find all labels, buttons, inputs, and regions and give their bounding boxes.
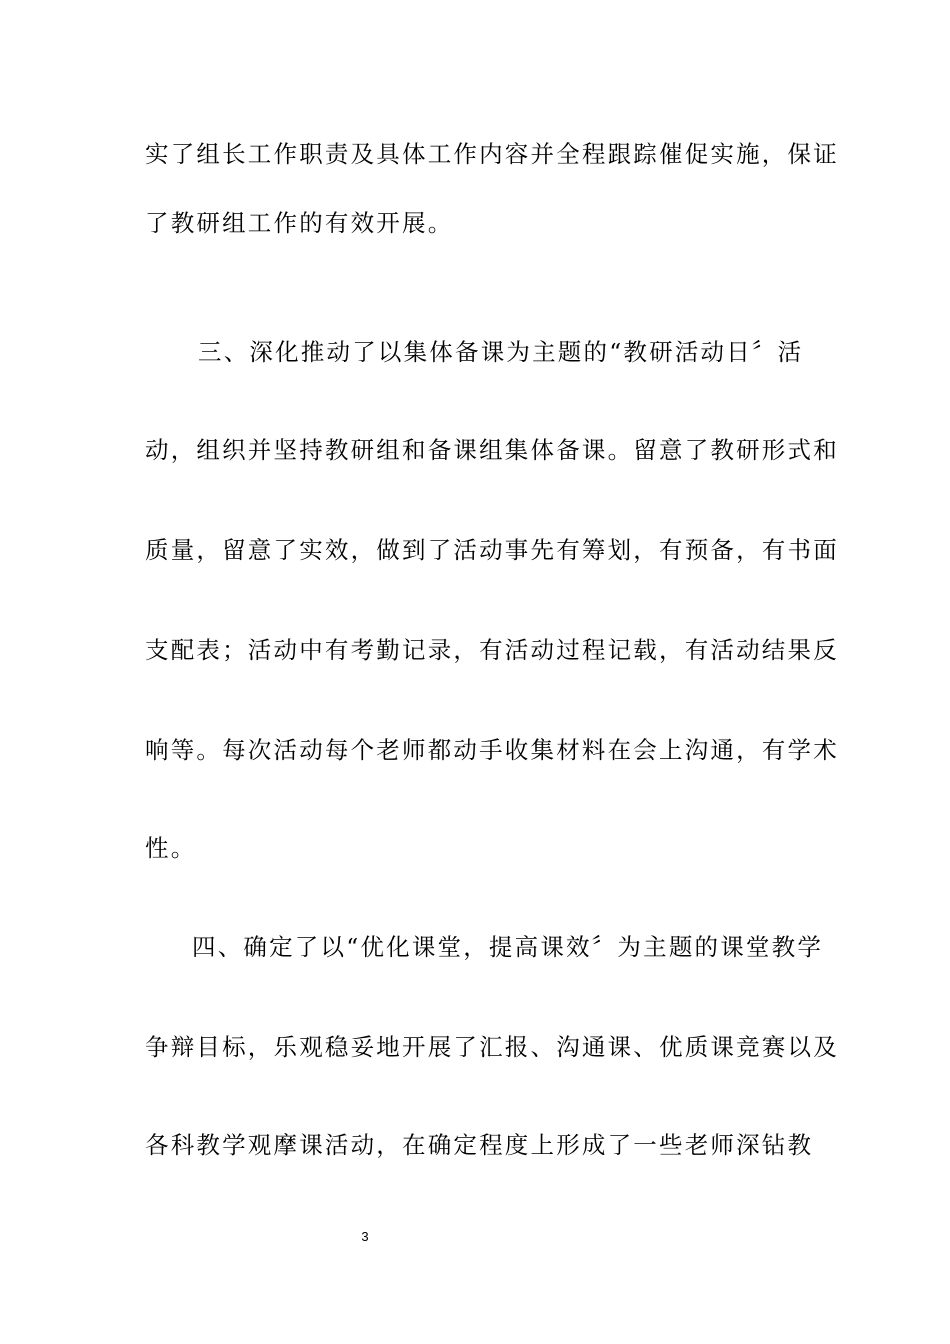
text-line-10: 争辩目标，乐观稳妥地开展了汇报、沟通课、优质课竞赛以及: [145, 1033, 839, 1061]
text-line-8: 性。: [145, 834, 197, 862]
page-number: 3: [361, 1229, 369, 1244]
text-line-1: 实了组长工作职责及具体工作内容并全程跟踪催促实施，保证: [145, 140, 839, 168]
text-line-11: 各科教学观摩课活动，在确定程度上形成了一些老师深钻教: [145, 1131, 814, 1159]
text-line-6: 支配表；活动中有考勤记录，有活动过程记载，有活动结果反: [145, 636, 839, 664]
text-line-9: 四、确定了以“优化课堂，提高课效〞为主题的课堂教学: [192, 933, 824, 961]
text-line-2: 了教研组工作的有效开展。: [145, 209, 454, 237]
text-line-3: 三、深化推动了以集体备课为主题的“教研活动日〞活: [198, 338, 804, 366]
text-line-4: 动，组织并坚持教研组和备课组集体备课。留意了教研形式和: [145, 436, 839, 464]
text-line-7: 响等。每次活动每个老师都动手收集材料在会上沟通，有学术: [145, 736, 839, 764]
text-line-5: 质量，留意了实效，做到了活动事先有筹划，有预备，有书面: [145, 536, 839, 564]
